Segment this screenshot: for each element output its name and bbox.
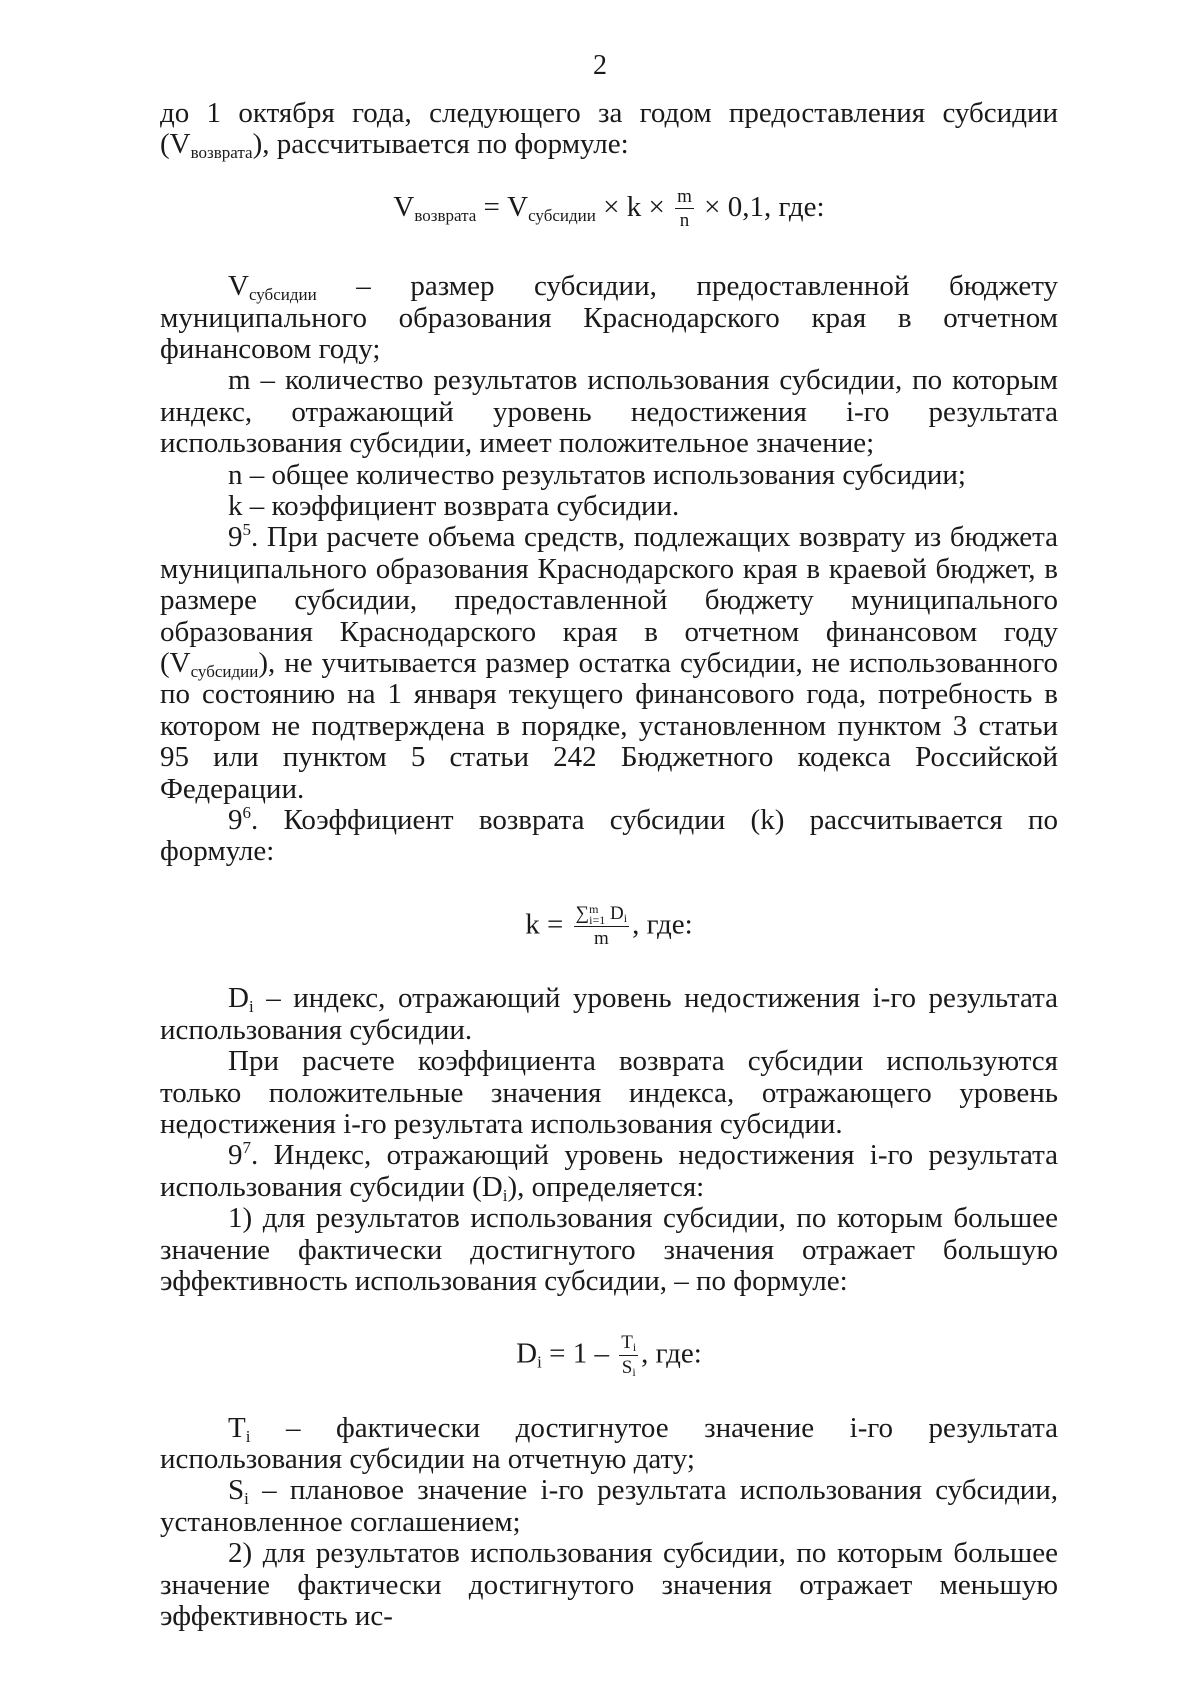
document-body: [160, 98, 1058, 1632]
fraction-t-over-s: $\frac{Ti}{Si}$: [621, 1332, 637, 1379]
item-9-6: $9^6$. Коэффициент возврата субсидии (k) рассчитывается по формуле:: [160, 803, 1058, 868]
def-k: k – коэффициент возврата субсидии.: [228, 489, 680, 522]
item-9-7: $9^7$. Индекс, отражающий уровень недостижения i-го результата использования субсидии $(D_i)$, определяется:: [160, 1138, 1058, 1205]
def-m: m – количество результатов использования субсидии, по которым индекс, отражающий уровень недостижения i-го результата использования субсидии, имеет положительное значение;: [160, 364, 1058, 460]
def-v-subsidy: $V_{субсидии}$ – размер субсидии, предоставленной бюджету муниципального образования Краснодарского края в отчетном финансовом году;: [160, 270, 1058, 365]
def-t: $T_i$ – фактически достигнутое значение i-го результата использования субсидии на отчетную дату;: [160, 1411, 1058, 1475]
fraction-sum-over-m: ∑ m i=1 Di m: [575, 901, 628, 950]
item-9-5: $9^5$. При расчете объема средств, подлежащих возврату из бюджета муниципального образования Краснодарского края в краевой бюджет, в размере субсидии, предоставленной бюджету муниципального образования Краснодарского края в отчетном финансовом году $(V_{субсидии})$, не учитывается размер остатка субсидии, не использованного по состоянию на 1 января текущего финансового года, потребность в котором не подтверждена в порядке, установленном пунктом 3 статьи 95 или пунктом 5 статьи 242 Бюджетного кодекса Российской Федерации.: [160, 520, 1058, 805]
formula-index-d: $D_i = 1$ – $\frac{Ti}{Si}$ , где:: [516, 1332, 702, 1379]
formula-return-coefficient: k = ∑ m i=1 Di m , где:: [525, 901, 693, 950]
intro-paragraph: [160, 98, 1058, 161]
intro-subscript: возврата: [190, 143, 253, 163]
case-2: 2) для результатов использования субсидии, по которым большее значение фактически достигнутого значения отражает меньшую эффективность ис-: [160, 1537, 1058, 1633]
def-d: $D_i$ – индекс, отражающий уровень недостижения i-го результата использования субсидии.: [160, 982, 1058, 1046]
def-n: n – общее количество результатов использования субсидии;: [228, 458, 966, 491]
intro-text-2: рассчитывается по формуле:: [276, 128, 629, 161]
note-positive-values: При расчете коэффициента возврата субсидии используются только положительные значения индекса, отражающего уровень недостижения i-го результата использования субсидии.: [160, 1045, 1058, 1140]
fraction-m-over-n: $\frac{m}{n}$: [677, 186, 692, 232]
formula-return-volume: $V_{возврата} = V_{субсидии} \times k$ × $\frac{m}{n}$ × 0,1, где:: [393, 186, 825, 232]
def-s: $S_i$ – плановое значение i-го результата использования субсидии, установленное соглашением;: [160, 1474, 1058, 1538]
intro-text-end: ),: [252, 128, 270, 161]
intro-text: до 1 октября года, следующего за годом предоставления субсидии (V: [160, 97, 1058, 161]
page-number: 2: [593, 50, 607, 81]
case-1: 1) для результатов использования субсидии, по которым большее значение фактически достигнутого значения отражает большую эффективность использования субсидии, – по формуле:: [160, 1202, 1058, 1297]
